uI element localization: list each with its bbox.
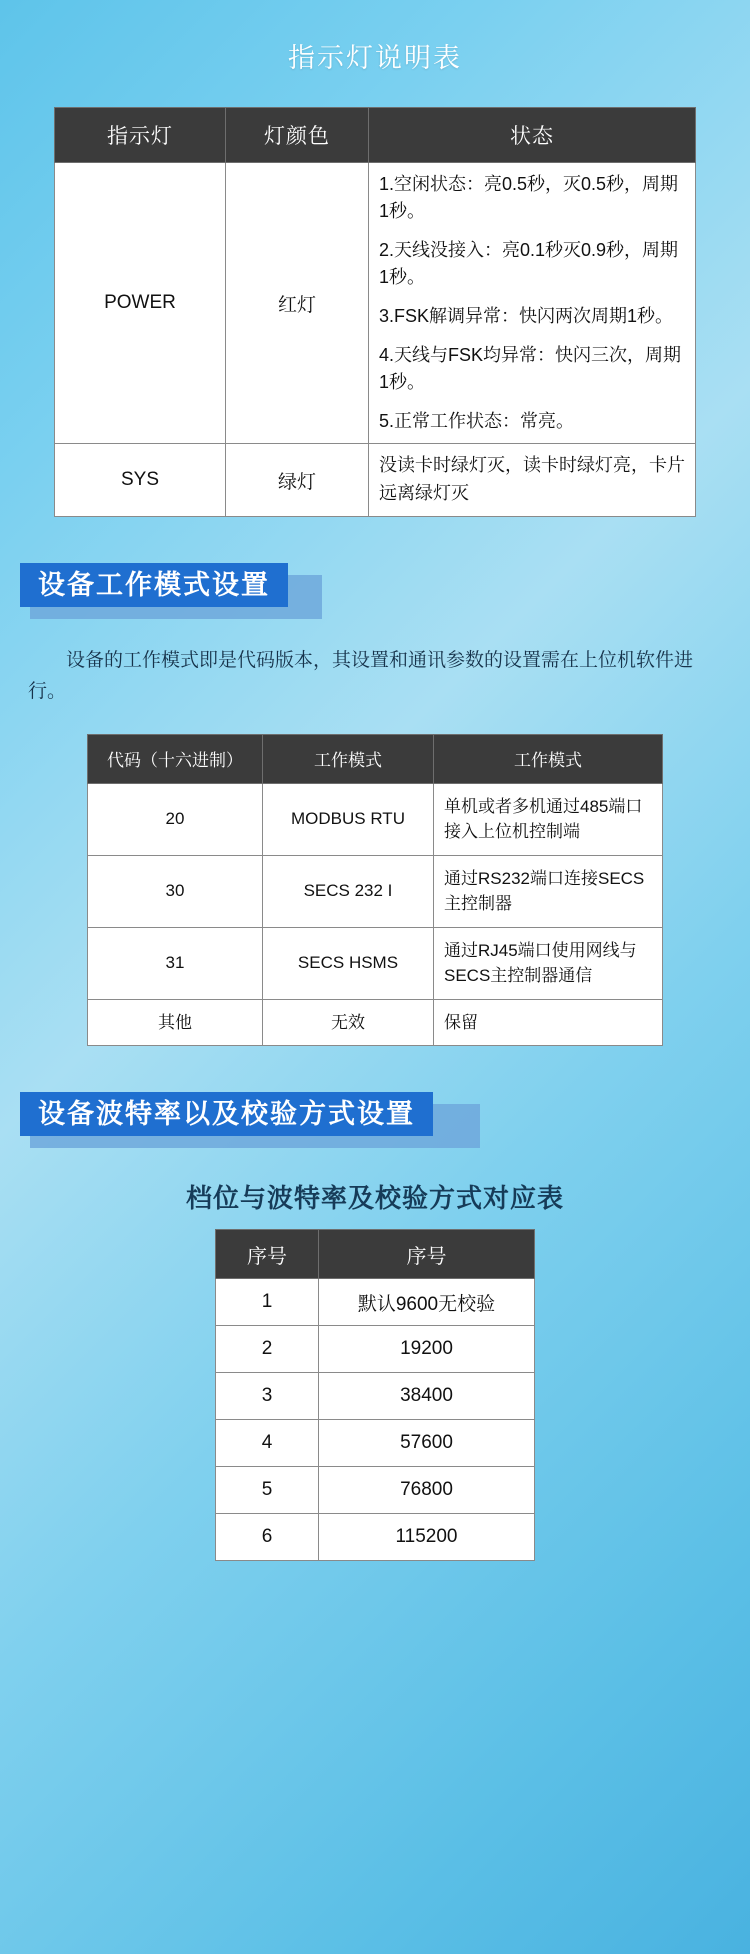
cell-light-sys: SYS: [55, 444, 226, 517]
cell-color-red: 红灯: [226, 163, 369, 444]
cell-mode: 无效: [263, 999, 434, 1046]
cell-mode: MODBUS RTU: [263, 783, 434, 855]
work-mode-banner: [20, 563, 710, 619]
cell-color-green: 绿灯: [226, 444, 369, 517]
baud-rate-table: [215, 1229, 535, 1561]
baud-rate-table-body: [216, 1279, 535, 1561]
column-header-index: 序号: [216, 1230, 319, 1279]
baud-rate-table-head: [216, 1230, 535, 1279]
table-row: [55, 444, 696, 517]
work-mode-table: [87, 734, 663, 1047]
table-row: [216, 1514, 535, 1561]
work-mode-banner-label: 设备工作模式设置: [20, 563, 288, 607]
work-mode-paragraph: 设备的工作模式即是代码版本，其设置和通讯参数的设置需在上位机软件进行。: [28, 649, 694, 703]
column-header-code: 代码（十六进制）: [88, 734, 263, 783]
work-mode-table-body: [88, 783, 663, 1046]
power-state-3: 3.FSK解调异常：快闪两次周期1秒。: [379, 306, 674, 327]
column-header-color: 灯颜色: [226, 108, 369, 163]
column-header-mode-desc: 工作模式: [434, 734, 663, 783]
table-header-row: [55, 108, 696, 163]
cell-baud-value: 19200: [319, 1326, 535, 1373]
baud-rate-banner: [20, 1092, 710, 1148]
table-row: [88, 927, 663, 999]
cell-code: 20: [88, 783, 263, 855]
baud-rate-table-title: 档位与波特率及校验方式对应表: [185, 1183, 564, 1214]
cell-index: 1: [216, 1279, 319, 1326]
cell-status-power: [369, 163, 696, 444]
table-row: [88, 783, 663, 855]
cell-baud-value: 38400: [319, 1373, 535, 1420]
cell-baud-value: 默认9600无校验: [319, 1279, 535, 1326]
work-mode-table-head: [88, 734, 663, 783]
cell-light-power: POWER: [55, 163, 226, 444]
indicator-table-body: [55, 163, 696, 517]
cell-index: 4: [216, 1420, 319, 1467]
power-state-2: 2.天线没接入：亮0.1秒灭0.9秒，周期1秒。: [379, 240, 679, 288]
cell-code: 31: [88, 927, 263, 999]
column-header-status: 状态: [369, 108, 696, 163]
cell-mode-desc: 通过RJ45端口使用网线与SECS主控制器通信: [434, 927, 663, 999]
table-row: [88, 855, 663, 927]
cell-baud-value: 115200: [319, 1514, 535, 1561]
cell-baud-value: 76800: [319, 1467, 535, 1514]
cell-mode: SECS 232 I: [263, 855, 434, 927]
power-state-list: [379, 171, 685, 435]
table-row: [216, 1373, 535, 1420]
cell-mode-desc: 保留: [434, 999, 663, 1046]
table-row: [216, 1467, 535, 1514]
cell-mode: SECS HSMS: [263, 927, 434, 999]
cell-status-sys: 没读卡时绿灯灭，读卡时绿灯亮，卡片远离绿灯灭: [369, 444, 696, 517]
table-row: [55, 163, 696, 444]
document-page: [0, 18, 750, 1601]
cell-code: 30: [88, 855, 263, 927]
indicator-light-table: [54, 107, 696, 517]
column-header-mode: 工作模式: [263, 734, 434, 783]
table-row: [216, 1420, 535, 1467]
table-row: [216, 1326, 535, 1373]
column-header-value: 序号: [319, 1230, 535, 1279]
column-header-light: 指示灯: [55, 108, 226, 163]
power-state-1: 1.空闲状态：亮0.5秒，灭0.5秒，周期1秒。: [379, 174, 679, 222]
cell-mode-desc: 通过RS232端口连接SECS主控制器: [434, 855, 663, 927]
power-state-5: 5.正常工作状态：常亮。: [379, 411, 575, 432]
table-header-row: [88, 734, 663, 783]
cell-baud-value: 57600: [319, 1420, 535, 1467]
cell-mode-desc: 单机或者多机通过485端口接入上位机控制端: [434, 783, 663, 855]
power-state-4: 4.天线与FSK均异常：快闪三次，周期1秒。: [379, 345, 682, 393]
cell-index: 3: [216, 1373, 319, 1420]
table-row: [88, 999, 663, 1046]
cell-code: 其他: [88, 999, 263, 1046]
indicator-table-head: [55, 108, 696, 163]
table-header-row: [216, 1230, 535, 1279]
baud-rate-banner-label: 设备波特率以及校验方式设置: [20, 1092, 433, 1136]
cell-index: 6: [216, 1514, 319, 1561]
indicator-table-title: 指示灯说明表: [288, 43, 462, 74]
cell-index: 2: [216, 1326, 319, 1373]
table-row: [216, 1279, 535, 1326]
cell-index: 5: [216, 1467, 319, 1514]
